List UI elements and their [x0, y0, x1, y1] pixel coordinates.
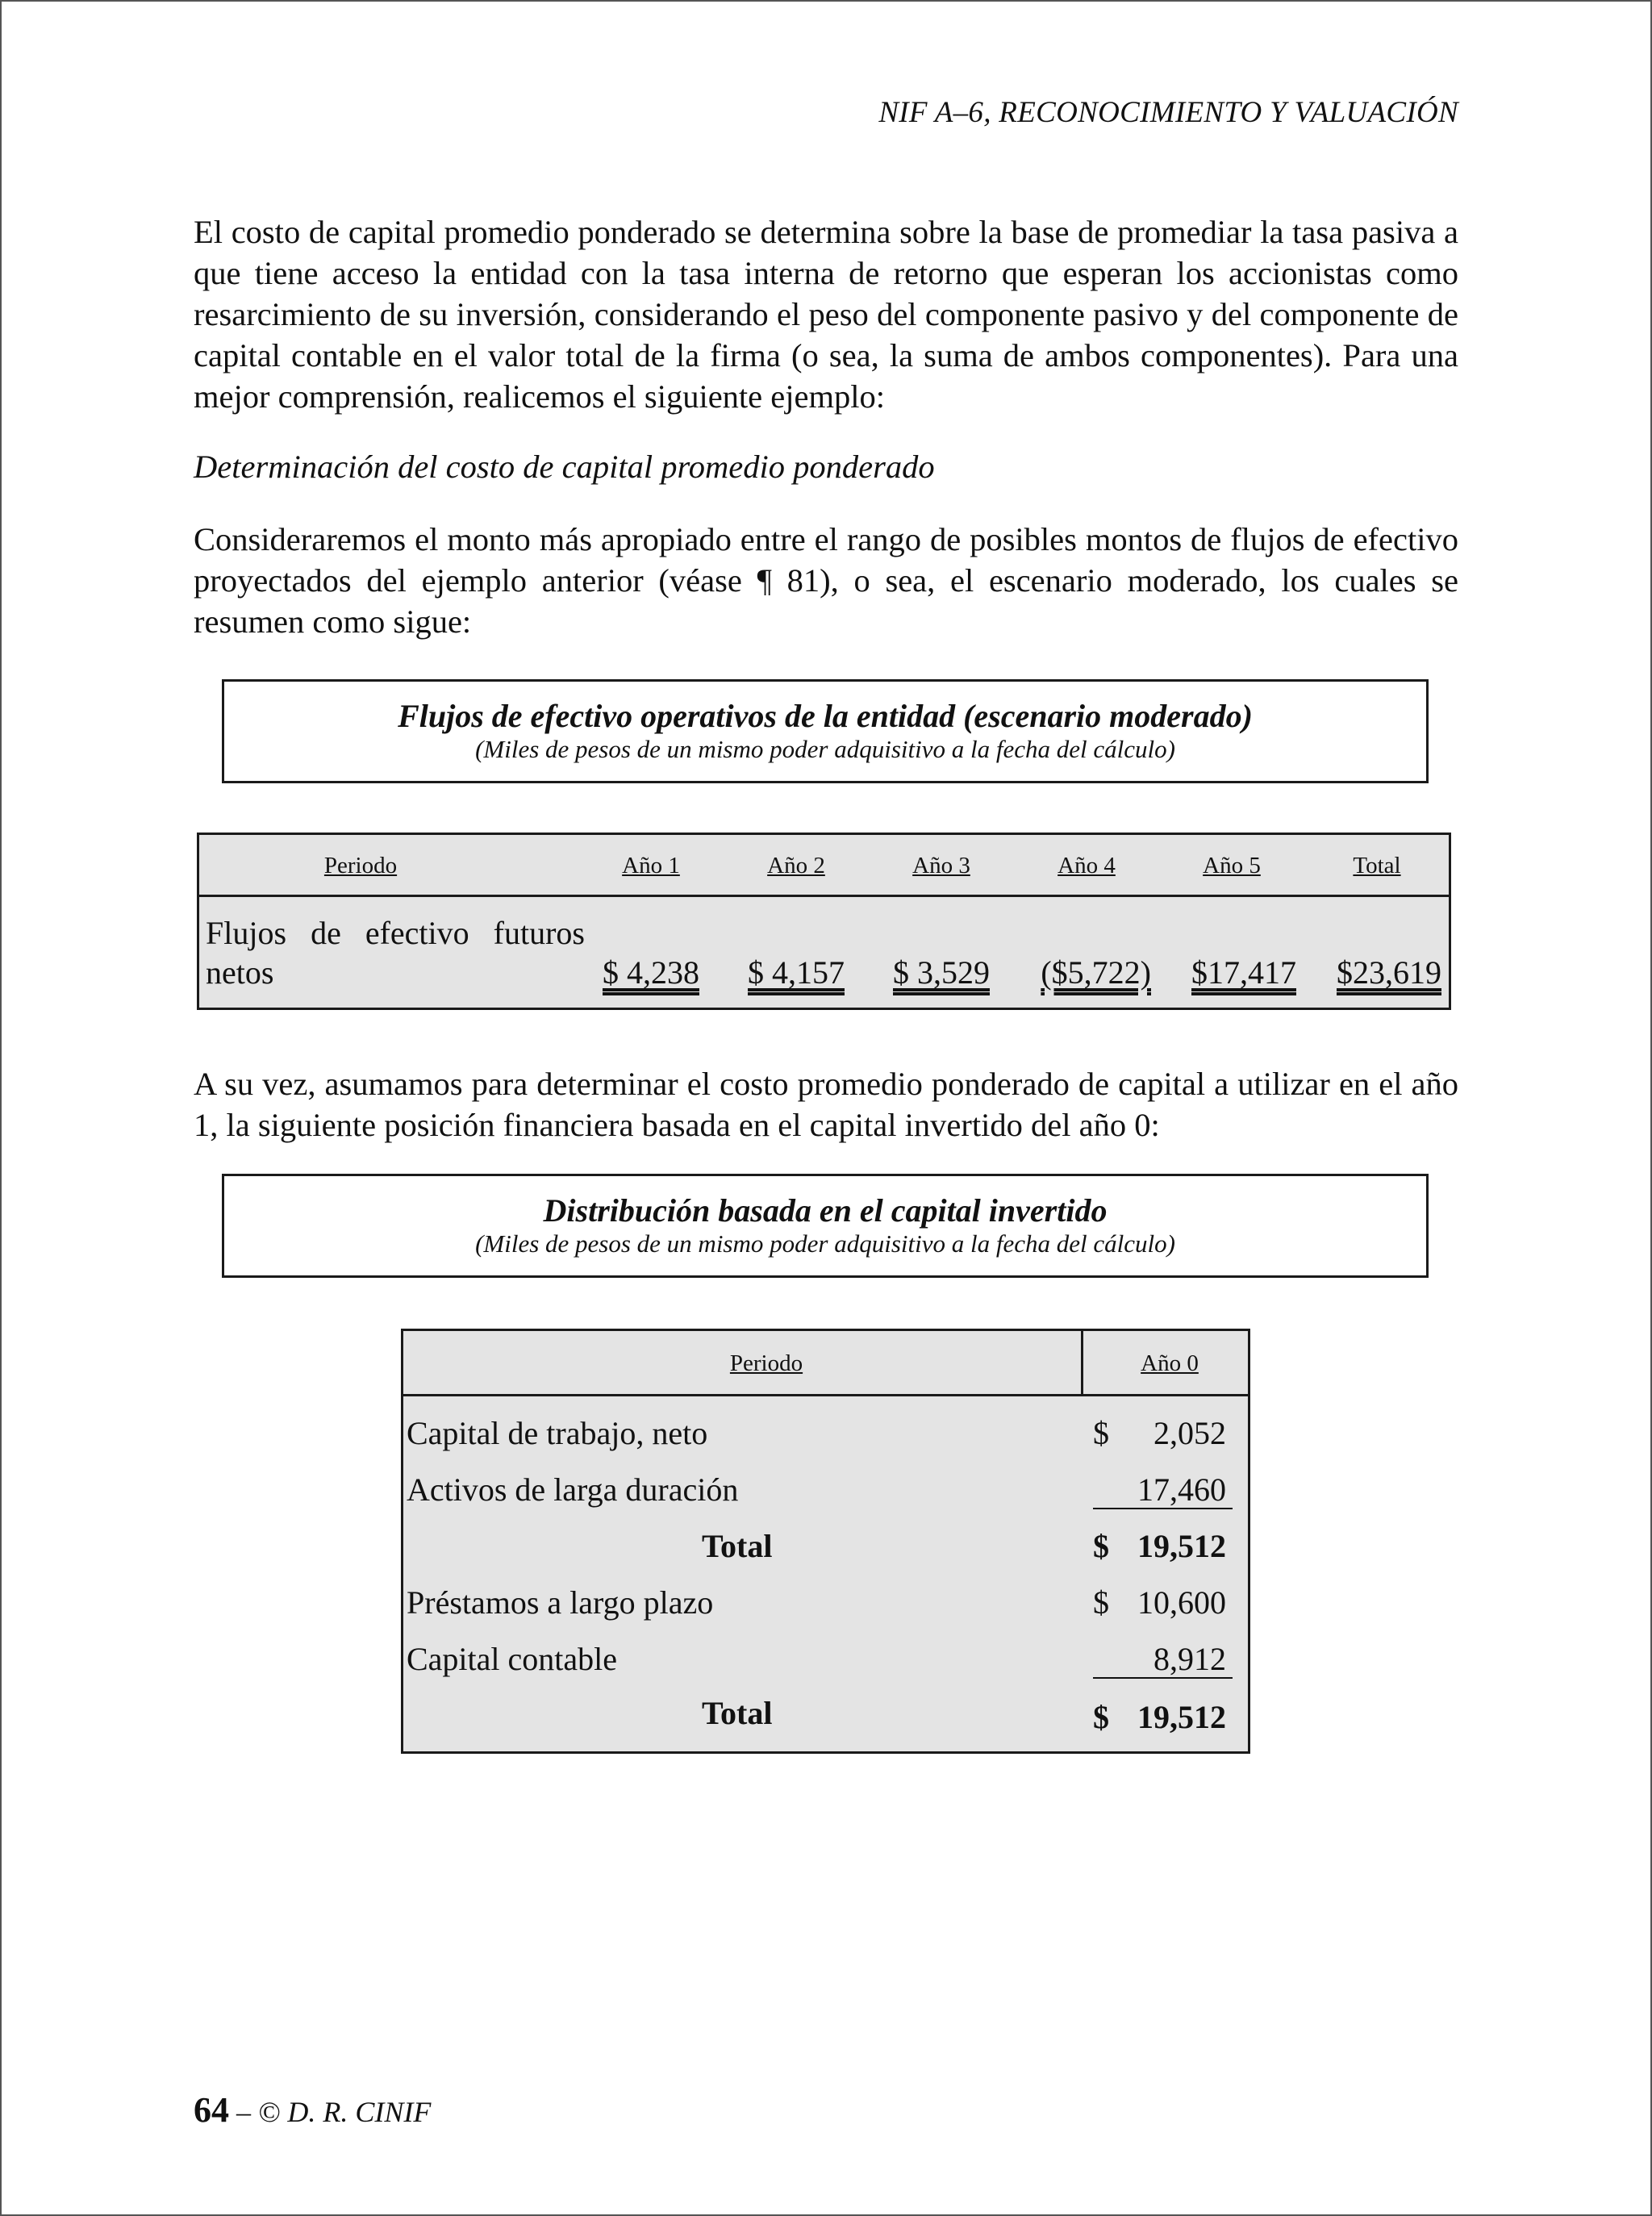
amount-activos-larga — [1093, 1471, 1233, 1509]
distribution-title-box — [222, 1174, 1429, 1278]
header-ano-5: Año 5 — [1203, 853, 1261, 878]
paragraph-financial-position: A su vez, asumamos para determinar el costo promedio ponderado de capital a utilizar en el año 1, la siguiente posición financiera basada en el capital invertido del año 0: — [194, 1066, 1458, 1143]
running-header: NIF A–6, RECONOCIMIENTO Y VALUACIÓN — [878, 96, 1458, 129]
value-ano-3: $ 3,529 — [893, 954, 990, 991]
cashflow-title: Flujos de efectivo operativos de la entidad (escenario moderado) — [398, 698, 1253, 734]
currency-sign: $ — [1093, 1584, 1109, 1621]
header-total: Total — [1353, 853, 1401, 878]
row-activos-larga: Activos de larga duración — [407, 1471, 739, 1508]
currency-sign: $ — [1093, 1415, 1109, 1451]
amount-total-activos — [1093, 1527, 1226, 1566]
amount-value: 8,912 — [1153, 1641, 1226, 1677]
amount-capital-trabajo — [1093, 1414, 1226, 1453]
paragraph-scenario: Consideraremos el monto más apropiado entre el rango de posibles montos de flujos de efectivo proyectados del ejemplo anterior (véase ¶ 81), o sea, el escenario moderado, los cuales se resumen como sigue: — [194, 521, 1458, 640]
row-capital-contable: Capital contable — [407, 1641, 618, 1677]
header-periodo: Periodo — [729, 1350, 803, 1376]
header-ano-3: Año 3 — [912, 853, 970, 878]
header-ano-1: Año 1 — [622, 853, 680, 878]
header-ano-4: Año 4 — [1058, 853, 1116, 878]
row-label-flujos: Flujos de efectivo futuros — [206, 915, 585, 951]
header-ano-2: Año 2 — [767, 853, 825, 878]
amount-value: 19,512 — [1137, 1528, 1226, 1564]
cashflow-subtitle: (Miles de pesos de un mismo poder adquisitivo a la fecha del cálculo) — [475, 735, 1175, 763]
paragraph-wacc-intro: El costo de capital promedio ponderado se determina sobre la base de promediar la tasa pasiva a que tiene acceso la entidad con la tasa interna de retorno que esperan los accionistas como resarcimiento de su inversión, considerando el peso del componente pasivo y del componente de capital contable en el valor total de la firma (o sea, la suma de ambos componentes). Para una mejor comprensión, realicemos el siguiente ejemplo: — [194, 214, 1458, 415]
page-footer — [194, 2089, 431, 2130]
currency-sign: $ — [1093, 1528, 1109, 1564]
header-periodo: Periodo — [323, 853, 398, 878]
distribution-table-header — [403, 1331, 1248, 1396]
row-label-netos: netos — [206, 954, 274, 991]
distribution-table — [401, 1329, 1250, 1754]
distribution-title: Distribución basada en el capital invertido — [543, 1192, 1108, 1229]
value-ano-4: ($5,722) — [1041, 954, 1151, 991]
amount-value: 19,512 — [1137, 1699, 1226, 1735]
amount-prestamos — [1093, 1584, 1226, 1622]
amount-capital-contable — [1093, 1640, 1233, 1679]
amount-total-pasivo-capital — [1093, 1698, 1226, 1737]
value-total: $23,619 — [1337, 954, 1441, 991]
distribution-subtitle: (Miles de pesos de un mismo poder adquisitivo a la fecha del cálculo) — [475, 1229, 1175, 1258]
amount-value: 2,052 — [1153, 1415, 1226, 1451]
value-ano-2: $ 4,157 — [748, 954, 845, 991]
amount-value: 10,600 — [1137, 1584, 1226, 1621]
cashflow-table — [197, 833, 1451, 1010]
header-ano-0: Año 0 — [1141, 1350, 1199, 1376]
cashflow-title-box — [222, 679, 1429, 783]
page-number: 64 — [194, 2090, 229, 2130]
header-divider — [1081, 1331, 1083, 1394]
amount-value: 17,460 — [1137, 1471, 1226, 1508]
cashflow-table-header — [199, 835, 1449, 897]
subheading-wacc: Determinación del costo de capital promedio ponderado — [194, 449, 935, 485]
row-capital-trabajo: Capital de trabajo, neto — [407, 1415, 708, 1451]
value-ano-5: $17,417 — [1191, 954, 1296, 991]
row-prestamos: Préstamos a largo plazo — [407, 1584, 714, 1621]
row-total-pasivo-capital: Total — [702, 1695, 773, 1731]
currency-sign: $ — [1093, 1699, 1109, 1735]
value-ano-1: $ 4,238 — [603, 954, 699, 991]
copyright: – © D. R. CINIF — [236, 2096, 432, 2128]
row-total-activos: Total — [702, 1528, 773, 1564]
